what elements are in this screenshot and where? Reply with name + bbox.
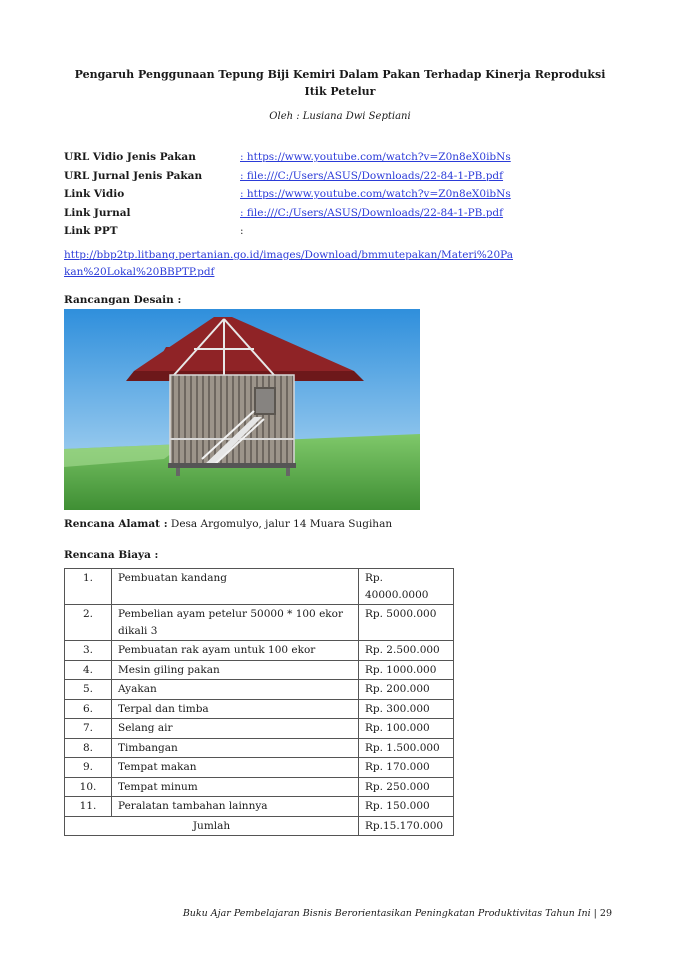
journal-link[interactable]: : file:///C:/Users/ASUS/Downloads/22-84-1-PB.pdf — [240, 206, 504, 219]
row-item: Selang air — [112, 719, 359, 739]
row-price: Rp. 200.000 — [359, 680, 454, 700]
row-number: 4. — [65, 660, 112, 680]
ppt-link[interactable]: http://bbp2tp.litbang.pertanian.go.id/images/Download/bmmutepakan/Materi%20Pakan%20Lokal%20BBPTP.pdf — [64, 249, 513, 278]
title-line-1: Pengaruh Penggunaan Tepung Biji Kemiri Dalam Pakan Terhadap Kinerja Reproduksi — [74, 68, 606, 81]
row-price: Rp. 2.500.000 — [359, 641, 454, 661]
planned-address — [64, 518, 392, 530]
link-label: URL Jurnal Jenis Pakan — [64, 169, 203, 182]
document-title — [60, 66, 620, 100]
row-price: Rp. 5000.000 — [359, 605, 454, 641]
page-number: 29 — [599, 908, 612, 919]
total-value: Rp.15.170.000 — [359, 816, 454, 836]
table-row — [65, 797, 454, 817]
row-price: Rp. 170.000 — [359, 758, 454, 778]
row-number: 9. — [65, 758, 112, 778]
page-footer — [183, 908, 612, 919]
table-row — [65, 641, 454, 661]
row-item: Ayakan — [112, 680, 359, 700]
row-number: 3. — [65, 641, 112, 661]
link-label: Link PPT — [64, 225, 118, 237]
footer-text: Buku Ajar Pembelajaran Bisnis Berorientasikan Peningkatan Produktivitas Tahun Ini | — [182, 908, 600, 919]
table-row — [65, 605, 454, 641]
row-price: Rp. 300.000 — [359, 699, 454, 719]
row-number: 7. — [65, 719, 112, 739]
row-number: 6. — [65, 699, 112, 719]
budget-table — [64, 568, 454, 836]
table-row — [65, 777, 454, 797]
link-row-video-feed — [64, 148, 624, 167]
ppt-colon: : — [240, 225, 244, 237]
table-row — [65, 680, 454, 700]
row-item: Tempat minum — [112, 777, 359, 797]
row-number: 11. — [65, 797, 112, 817]
row-item: Pembelian ayam petelur 50000 * 100 ekor dikali 3 — [112, 605, 359, 641]
link-list — [64, 148, 624, 241]
row-item: Mesin giling pakan — [112, 660, 359, 680]
row-price: Rp. 250.000 — [359, 777, 454, 797]
title-line-2: Itik Petelur — [304, 85, 376, 98]
row-item: Timbangan — [112, 738, 359, 758]
coop-design-illustration — [64, 309, 420, 510]
row-item: Pembuatan kandang — [112, 569, 359, 605]
journal-feed-link[interactable]: : file:///C:/Users/ASUS/Downloads/22-84-1-PB.pdf — [240, 169, 504, 182]
row-number: 10. — [65, 777, 112, 797]
row-price: Rp. 1.500.000 — [359, 738, 454, 758]
table-row — [65, 660, 454, 680]
link-label: Link Jurnal — [64, 206, 131, 219]
video-link[interactable]: : https://www.youtube.com/watch?v=Z0n8eX0ibNs — [240, 188, 511, 200]
row-item: Peralatan tambahan lainnya — [112, 797, 359, 817]
row-item: Terpal dan timba — [112, 699, 359, 719]
link-label: URL Vidio Jenis Pakan — [64, 151, 196, 163]
row-price: Rp. 100.000 — [359, 719, 454, 739]
author: Oleh : Lusiana Dwi Septiani — [269, 111, 411, 122]
table-row — [65, 758, 454, 778]
row-price: Rp. 40000.0000 — [359, 569, 454, 605]
design-heading: Rancangan Desain : — [64, 294, 182, 306]
row-price: Rp. 150.000 — [359, 797, 454, 817]
total-label: Jumlah — [65, 816, 359, 836]
link-label: Link Vidio — [64, 188, 125, 200]
link-row-video — [64, 185, 624, 204]
address-value: Desa Argomulyo, jalur 14 Muara Sugihan — [167, 518, 393, 530]
link-row-journal-feed — [64, 167, 624, 186]
table-row — [65, 738, 454, 758]
table-row — [65, 569, 454, 605]
row-price: Rp. 1000.000 — [359, 660, 454, 680]
row-number: 1. — [65, 569, 112, 605]
row-item: Pembuatan rak ayam untuk 100 ekor — [112, 641, 359, 661]
row-number: 8. — [65, 738, 112, 758]
budget-heading: Rencana Biaya : — [64, 549, 159, 561]
row-number: 2. — [65, 605, 112, 641]
table-row — [65, 719, 454, 739]
address-label: Rencana Alamat : — [64, 518, 168, 530]
video-feed-link[interactable]: : https://www.youtube.com/watch?v=Z0n8eX0ibNs — [240, 151, 511, 163]
row-item: Tempat makan — [112, 758, 359, 778]
link-row-journal — [64, 204, 624, 223]
row-number: 5. — [65, 680, 112, 700]
total-row — [65, 816, 454, 836]
table-row — [65, 699, 454, 719]
link-row-ppt — [64, 222, 624, 241]
